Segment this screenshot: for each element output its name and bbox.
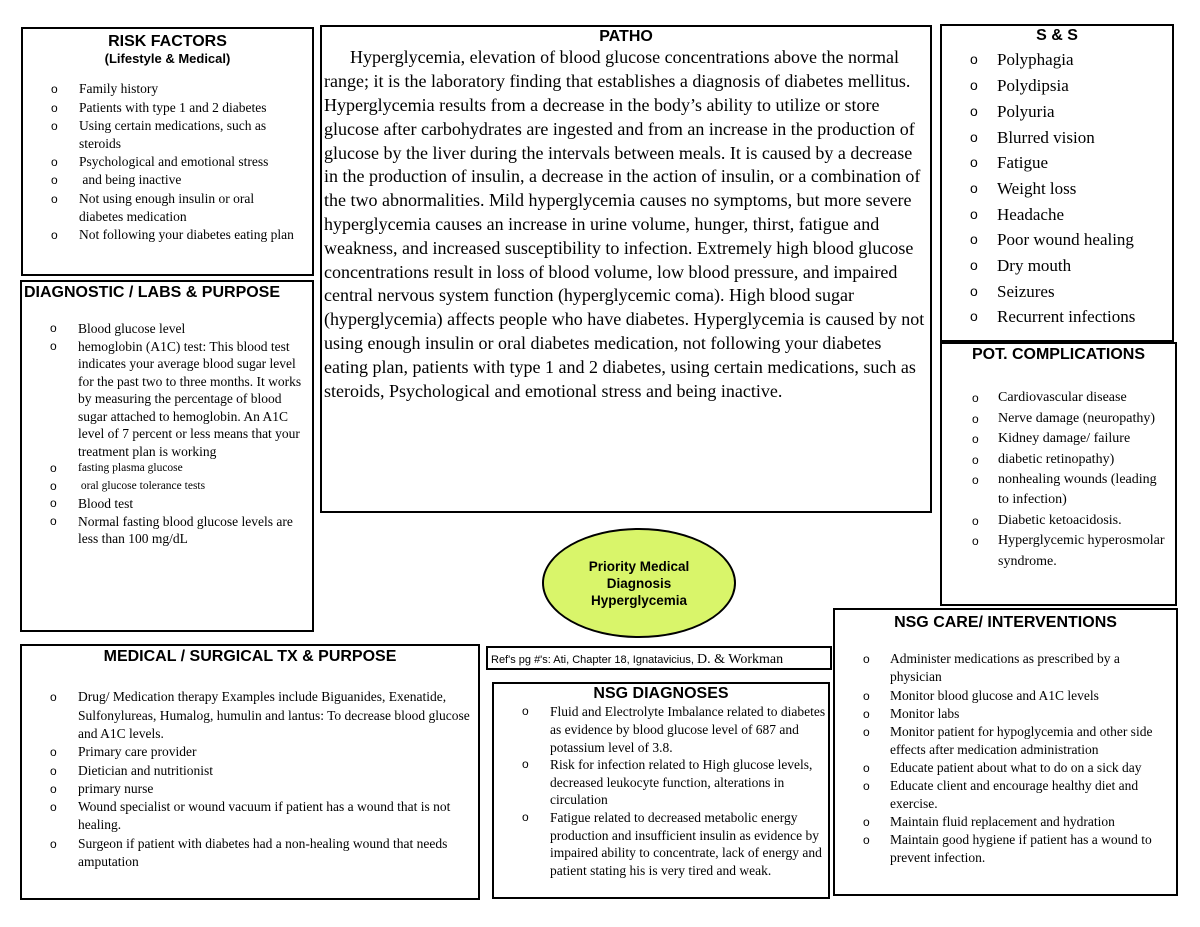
list-item: o nonhealing wounds (leading to infection)	[942, 470, 1175, 511]
list-item: o Drug/ Medication therapy Examples include Biguanides, Exenatide, Sulfonylureas, Humalog, humulin and lantus: To decrease blood glucose and A1C levels.	[22, 688, 478, 743]
list-item: o Polydipsia	[942, 73, 1172, 99]
list-item: o Recurrent infections	[942, 304, 1172, 330]
list-item: o Fatigue	[942, 150, 1172, 176]
list-item: o Monitor patient for hypoglycemia and other side effects after medication administration	[835, 723, 1176, 759]
list-item: o Cardiovascular disease	[942, 388, 1175, 408]
nsg-care-title: NSG CARE/ INTERVENTIONS	[894, 614, 1117, 631]
risk-factors-subtitle: (Lifestyle & Medical)	[104, 51, 231, 67]
list-item: o Nerve damage (neuropathy)	[942, 409, 1175, 429]
priority-line-3: Hyperglycemia	[590, 592, 688, 608]
nsg-diagnoses-box	[492, 682, 830, 899]
priority-diagnosis-ellipse	[542, 528, 736, 638]
complications-box	[940, 342, 1177, 606]
list-item: o Educate patient about what to do on a sick day	[835, 759, 1176, 777]
diagnostic-title: DIAGNOSTIC / LABS & PURPOSE	[24, 284, 281, 301]
nsg-care-list	[835, 650, 1176, 867]
list-item: o diabetic retinopathy)	[942, 450, 1175, 470]
list-item: o Blurred vision	[942, 125, 1172, 151]
medical-surgical-list	[22, 688, 478, 871]
list-item: o Educate client and encourage healthy diet and exercise.	[835, 777, 1176, 813]
list-item: o Risk for infection related to High glucose levels, decreased leukocyte function, alterations in circulation	[494, 756, 828, 809]
list-item: o Administer medications as prescribed by a physician	[835, 650, 1176, 686]
patho-box	[320, 25, 932, 513]
references-suffix: D. & Workman	[696, 652, 784, 667]
list-item: o Not using enough insulin or oral diabetes medication	[23, 190, 312, 226]
list-item: o Dry mouth	[942, 253, 1172, 279]
priority-line-2: Diagnosis	[606, 575, 672, 591]
list-item: o Polyphagia	[942, 47, 1172, 73]
list-item: o Primary care provider	[22, 743, 478, 761]
priority-line-1: Priority Medical	[588, 558, 690, 574]
list-item: o Dietician and nutritionist	[22, 762, 478, 780]
list-item: o Blood glucose level	[22, 320, 312, 338]
list-item: o Maintain fluid replacement and hydration	[835, 813, 1176, 831]
list-item: o Fatigue related to decreased metabolic energy production and insufficient insulin as evidence by impaired ability to concentrate, lack of energy and patient stating his is very tired and weak.	[494, 809, 828, 879]
signs-symptoms-title: S & S	[1036, 27, 1078, 44]
risk-factors-list	[23, 80, 312, 244]
list-item: o Seizures	[942, 279, 1172, 305]
list-item: o Wound specialist or wound vacuum if patient has a wound that is not healing.	[22, 798, 478, 835]
signs-symptoms-list	[942, 47, 1172, 330]
risk-factors-box	[21, 27, 314, 276]
medical-surgical-title: MEDICAL / SURGICAL TX & PURPOSE	[103, 648, 397, 665]
list-item: o Hyperglycemic hyperosmolar syndrome.	[942, 531, 1175, 572]
complications-title: POT. COMPLICATIONS	[971, 346, 1146, 363]
list-item: o Kidney damage/ failure	[942, 429, 1175, 449]
nsg-care-box	[833, 608, 1178, 896]
diagnostic-box	[20, 280, 314, 632]
references-prefix: Ref's pg #'s: Ati, Chapter 18, Ignatavicius,	[491, 654, 697, 666]
medical-surgical-box	[20, 644, 480, 900]
list-item: o Family history	[23, 80, 312, 98]
risk-factors-title: RISK FACTORS	[108, 33, 227, 50]
list-item: o Monitor labs	[835, 705, 1176, 723]
complications-list	[942, 388, 1175, 572]
list-item: o Poor wound healing	[942, 227, 1172, 253]
list-item: o Fluid and Electrolyte Imbalance related to diabetes as evidence by blood glucose level of 687 and potassium level of 3.8.	[494, 703, 828, 756]
signs-symptoms-box	[940, 24, 1174, 342]
list-item: o Monitor blood glucose and A1C levels	[835, 687, 1176, 705]
list-item: o Polyuria	[942, 99, 1172, 125]
list-item: o fasting plasma glucose	[22, 460, 312, 478]
list-item: o Weight loss	[942, 176, 1172, 202]
list-item: o Surgeon if patient with diabetes had a non-healing wound that needs amputation	[22, 835, 478, 872]
diagnostic-list	[22, 320, 312, 548]
list-item: o oral glucose tolerance tests	[22, 478, 312, 496]
list-item: o Not following your diabetes eating plan	[23, 226, 312, 244]
list-item: o Patients with type 1 and 2 diabetes	[23, 99, 312, 117]
patho-title: PATHO	[599, 28, 653, 45]
list-item: o and being inactive	[23, 171, 312, 189]
list-item: o hemoglobin (A1C) test: This blood test indicates your average blood sugar level for the past two to three months. It works by measuring the percentage of blood sugar attached to hemoglobin. An A1C level of 7 percent or less means that your treatment plan is working	[22, 338, 312, 461]
list-item: o primary nurse	[22, 780, 478, 798]
list-item: o Using certain medications, such as steroids	[23, 117, 312, 153]
nsg-diagnoses-title: NSG DIAGNOSES	[593, 685, 729, 702]
list-item: o Normal fasting blood glucose levels are less than 100 mg/dL	[22, 513, 312, 548]
patho-text: Hyperglycemia, elevation of blood glucose concentrations above the normal range; it is the laboratory finding that establishes a diagnosis of diabetes mellitus. Hyperglycemia results from a decrease in the body’s ability to utilize or store glucose after carbohydrates are ingested and from an increase in the production of glucose by the liver during the intervals between meals. It is caused by a decrease in the production of insulin, a decrease in the action of insulin, or a combination of the two abnormalities. Mild hyperglycemia causes no symptoms, but more severe hyperglycemia causes an increase in urine volume, hunger, thirst, fatigue and weakness, and increased susceptibility to infection. Extremely high blood glucose concentrations result in loss of blood volume, low blood pressure, and impaired central nervous system function (hyperglycemic coma). High blood sugar (hyperglycemia) affects people who have diabetes. Hyperglycemia is caused by not using enough insulin or oral diabetes medication, not following your diabetes eating plan, patients with type 1 and 2 diabetes, using certain medications, such as steroids, Psychological and emotional stress and being inactive.	[324, 47, 925, 401]
list-item: o Psychological and emotional stress	[23, 153, 312, 171]
references-box	[486, 646, 832, 670]
list-item: o Blood test	[22, 495, 312, 513]
nsg-diagnoses-list	[494, 703, 828, 879]
list-item: o Headache	[942, 202, 1172, 228]
list-item: o Diabetic ketoacidosis.	[942, 511, 1175, 531]
list-item: o Maintain good hygiene if patient has a wound to prevent infection.	[835, 831, 1176, 867]
